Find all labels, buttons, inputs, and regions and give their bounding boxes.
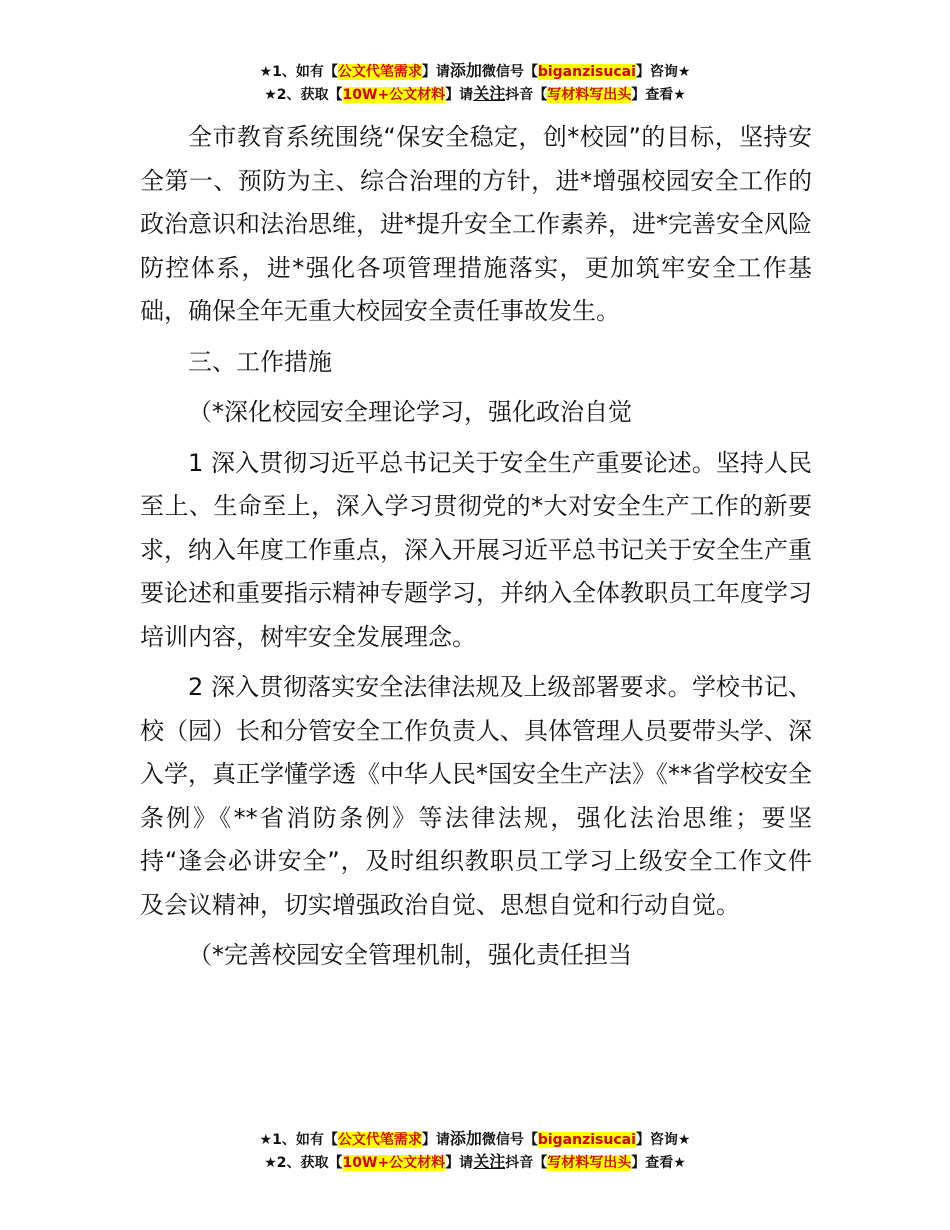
- promo-text: 】咨询★: [635, 64, 691, 80]
- promo-text: 微信号【: [481, 1132, 538, 1148]
- paragraph-item-1: 1 深入贯彻习近平总书记关于安全生产重要论述。坚持人民至上、生命至上，深入学习贯彻党的*大对安全生产工作的新要求，纳入年度工作重点，深入开展习近平总书记关于安全生产重要论述和重要指示精神专题学习，并纳入全体教职员工年度学习培训内容，树牢安全发展理念。: [140, 448, 812, 651]
- promo-banner-top: [0, 60, 950, 106]
- promo-highlight: 公文代笔需求: [337, 64, 422, 80]
- paragraph-goal: 全市教育系统围绕“保安全稳定，创*校园”的目标，坚持安全第一、预防为主、综合治理的方针，进*增强校园安全工作的政治意识和法治思维，进*提升安全工作素养，进*完善安全风险防控体系，进*强化各项管理措施落实，更加筑牢安全工作基础，确保全年无重大校园安全责任事故发生。: [140, 123, 812, 325]
- promo-douyin-id: 写材料写出头: [547, 1155, 632, 1171]
- promo-wechat-id: biganzisucai: [537, 1132, 636, 1148]
- promo-emphasis: 关注: [473, 1152, 506, 1171]
- promo-banner-bottom: [0, 1128, 950, 1174]
- promo-text: ★1、如有【: [259, 1132, 338, 1148]
- promo-wechat-id: biganzisucai: [537, 64, 636, 80]
- promo-text: 微信号【: [481, 64, 538, 80]
- promo-line-1: [0, 1128, 950, 1151]
- promo-text: ★2、获取【: [264, 1155, 343, 1171]
- promo-emphasis: 关注: [473, 84, 506, 103]
- promo-text: 】请: [445, 1155, 474, 1171]
- promo-text: 】请: [421, 1132, 450, 1148]
- promo-highlight: 公文代笔需求: [337, 1132, 422, 1148]
- promo-text: 】查看★: [631, 87, 686, 103]
- subsection-heading: （*深化校园安全理论学习，强化政治自觉: [188, 398, 632, 426]
- promo-emphasis: 添加: [449, 1129, 482, 1148]
- promo-line-2: [0, 1151, 950, 1174]
- promo-emphasis: 添加: [449, 61, 482, 80]
- promo-text: ★1、如有【: [259, 64, 338, 80]
- paragraph-item-2: 2 深入贯彻落实安全法律法规及上级部署要求。学校书记、校（园）长和分管安全工作负责人、具体管理人员要带头学、深入学，真正学懂学透《中华人民*国安全生产法》《**省学校安全条例》《**省消防条例》等法律法规，强化法治思维；要坚持“逢会必讲安全”，及时组织教职员工学习上级安全工作文件及会议精神，切实增强政治自觉、思想自觉和行动自觉。: [140, 673, 812, 919]
- subsection-heading: （*完善校园安全管理机制，强化责任担当: [188, 941, 632, 969]
- promo-text: ★2、获取【: [264, 87, 343, 103]
- document-body: [140, 116, 812, 978]
- promo-text: 】咨询★: [635, 1132, 691, 1148]
- promo-text: 抖音【: [505, 1155, 548, 1171]
- promo-highlight: 10W+公文材料: [342, 1155, 446, 1171]
- promo-douyin-id: 写材料写出头: [547, 87, 632, 103]
- promo-text: 】请: [421, 64, 450, 80]
- promo-text: 】查看★: [631, 1155, 686, 1171]
- promo-highlight: 10W+公文材料: [342, 87, 446, 103]
- promo-line-1: [0, 60, 950, 83]
- section-heading: 三、工作措施: [188, 347, 332, 376]
- promo-line-2: [0, 83, 950, 106]
- promo-text: 抖音【: [505, 87, 548, 103]
- promo-text: 】请: [445, 87, 474, 103]
